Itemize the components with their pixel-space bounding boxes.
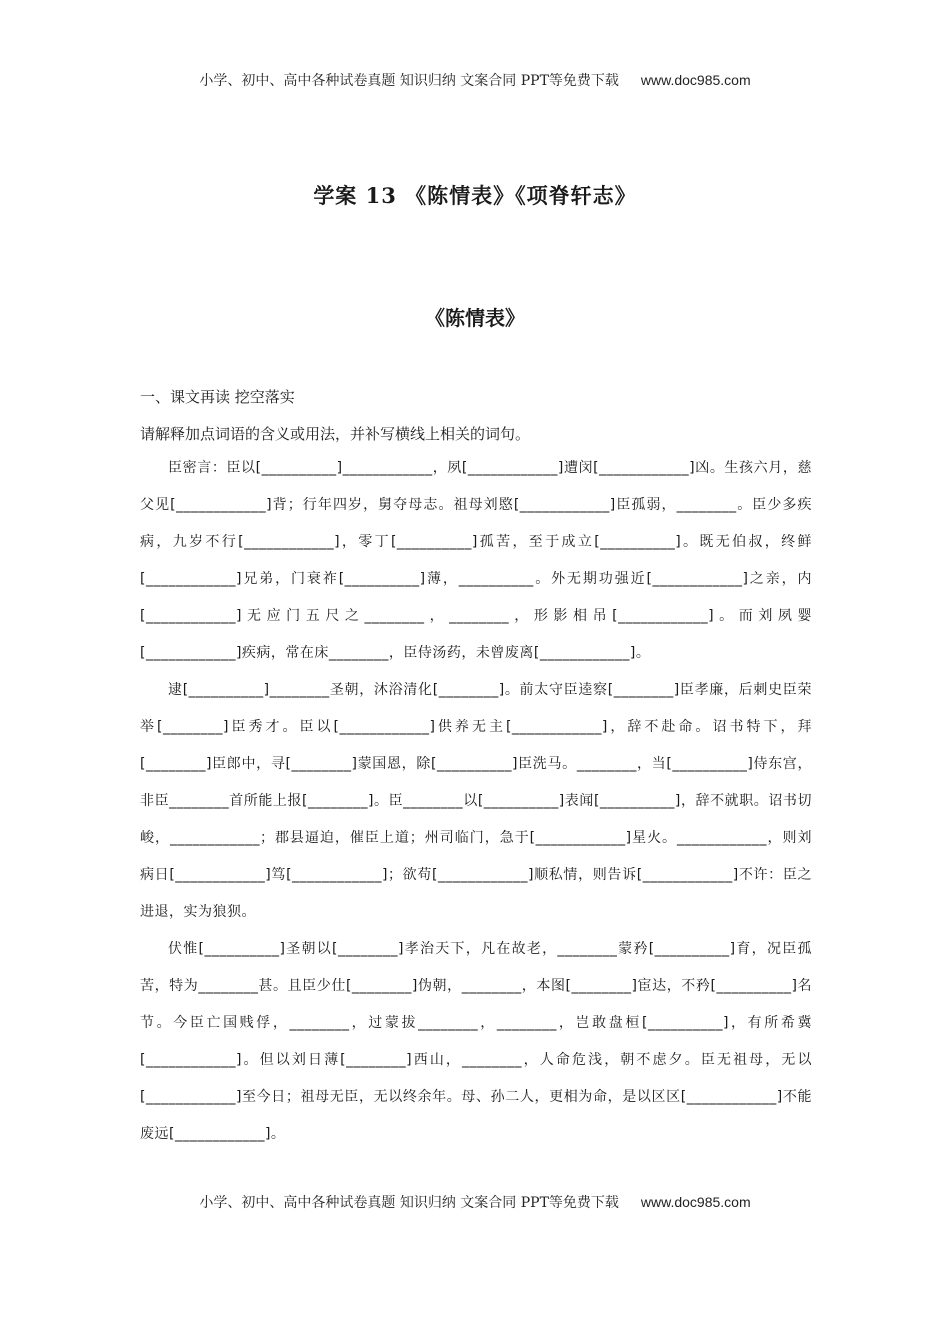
header-text: 小学、初中、高中各种试卷真题 知识归纳 文案合同 PPT等免费下载 (199, 73, 619, 89)
passage-paragraph-2: 逮[__________]________圣朝，沐浴清化[________]。前太守臣逵察[________]臣孝廉，后刺史臣荣举[________]臣秀才。臣以[____________]供养无主[____________]，辞不赴命。诏书特下，拜[________]臣郎中，寻[________]蒙国恩，除[__________]臣洗马。________，当[__________]侍东宫，非臣________首所能上报[________]。臣________以[__________]表闻[__________]，辞不就职。诏书切峻，____________；郡县逼迫，催臣上道；州司临门，急于[____________]星火。____________，则刘病日[____________]笃[____________]；欲苟[____________]顺私情，则告诉[____________]不许：臣之进退，实为狼狈。 (140, 682, 812, 920)
passage-paragraph-1: 臣密言：臣以[__________]____________，夙[____________]遭闵[____________]凶。生孩六月，慈父见[____________]背；行年四岁，舅夺母志。祖母刘愍[____________]臣孤弱，________。臣少多疾病，九岁不行[____________]，零丁[__________]孤苦，至于成立[__________]。既无伯叔，终鲜[____________]兄弟，门衰祚[__________]薄，__________。外无期功强近[____________]之亲，内[____________]无应门五尺之________，________，形影相吊[____________]。而刘夙婴[____________]疾病，常在床________，臣侍汤药，未曾废离[____________]。 (140, 460, 812, 661)
document-title: 学案 13 《陈情表》《项脊轩志》 (313, 183, 637, 208)
footer-site: www.doc985.com (640, 1194, 751, 1210)
instruction-text: 请解释加点词语的含义或用法，并补写横线上相关的词句。 (140, 425, 531, 443)
section-title: 《陈情表》 (425, 306, 525, 330)
section-heading: 一、课文再读 挖空落实 (140, 388, 295, 406)
page-footer (0, 1192, 950, 1212)
page-header (0, 70, 950, 90)
footer-text: 小学、初中、高中各种试卷真题 知识归纳 文案合同 PPT等免费下载 (199, 1195, 619, 1211)
passage-paragraph-3: 伏惟[__________]圣朝以[________]孝治天下，凡在故老，________蒙矜[__________]育，况臣孤苦，特为________甚。且臣少仕[________]伪朝，________，本图[________]宦达，不矜[__________]名节。今臣亡国贱俘，________，过蒙拔________，________，岂敢盘桓[__________]，有所希冀[____________]。但以刘日薄[________]西山，________，人命危浅，朝不虑夕。臣无祖母，无以[____________]至今日；祖母无臣，无以终余年。母、孙二人，更相为命，是以区区[____________]不能废远[____________]。 (140, 941, 812, 1142)
header-site: www.doc985.com (640, 72, 751, 88)
passage (140, 450, 812, 1153)
